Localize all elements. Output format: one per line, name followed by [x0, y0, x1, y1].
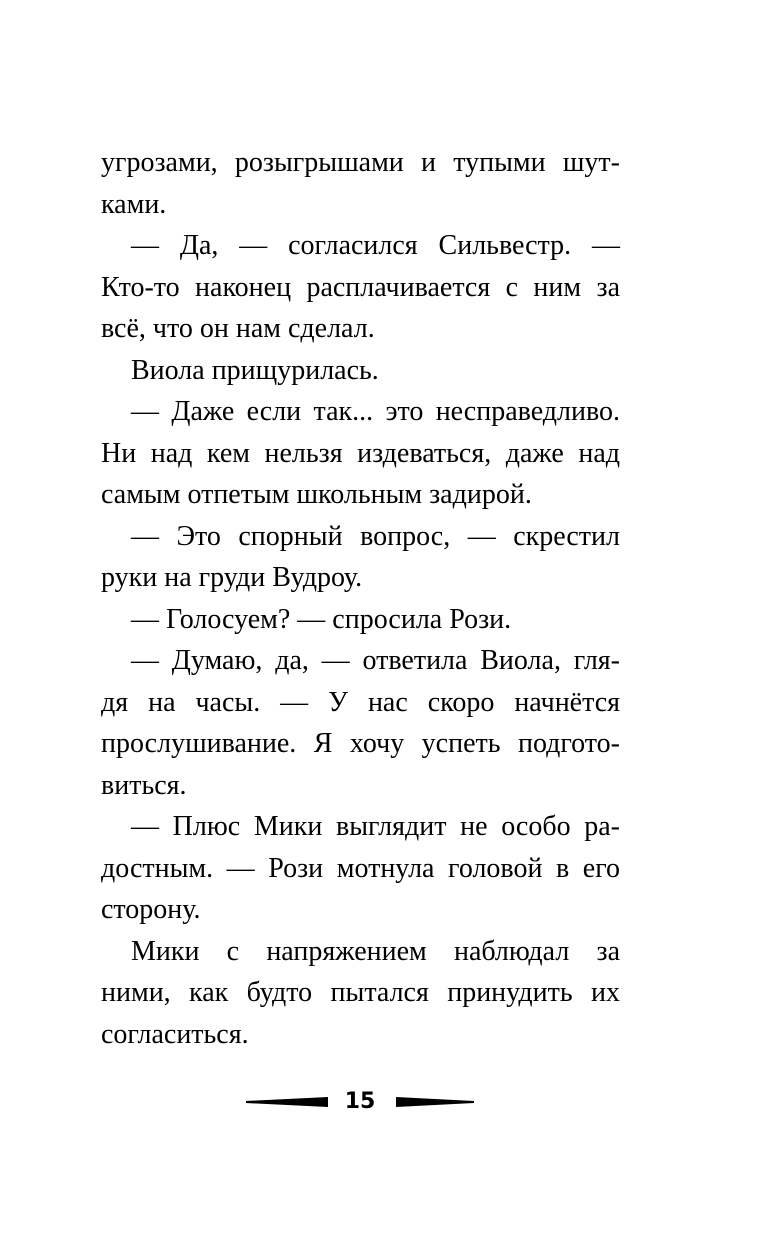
text-line: — Да, — согласился Сильвестр. —	[131, 230, 620, 261]
text-line: достным. — Рози мотнула головой в его	[101, 852, 620, 884]
text-line: прослушивание. Я хочу успеть подгото-	[101, 728, 620, 759]
page-footer	[0, 1086, 768, 1118]
text-line: виться.	[101, 769, 187, 801]
body-text	[101, 142, 620, 1055]
text-line: руки на груди Вудроу.	[101, 562, 363, 593]
text-line: дя на часы. — У нас скоро начнётся	[101, 686, 620, 718]
text-line: всё, что он нам сделал.	[101, 313, 375, 344]
text-line: Кто-то наконец расплачивается с ним за	[101, 271, 620, 303]
text-line: самым отпетым школьным задирой.	[101, 479, 532, 510]
text-line: — Это спорный вопрос, — скрестил	[131, 520, 620, 552]
text-line: сторону.	[101, 894, 201, 925]
right-wedge-rule-icon	[396, 1086, 474, 1118]
text-line: согласиться.	[101, 1018, 249, 1050]
page-number: 15	[344, 1089, 376, 1114]
text-line: — Плюс Мики выглядит не особо ра-	[131, 811, 620, 842]
text-line: ними, как будто пытался принудить их	[101, 977, 620, 1008]
left-wedge-rule-icon	[246, 1086, 328, 1118]
text-line: угрозами, розыгрышами и тупыми шут-	[101, 147, 620, 178]
text-line: Виола прищурилась.	[131, 354, 379, 386]
text-line: — Думаю, да, — ответила Виола, гля-	[131, 645, 620, 676]
text-line: — Даже если так... это несправедливо.	[131, 396, 620, 427]
text-line: — Голосуем? — спросила Рози.	[131, 603, 512, 635]
text-line: ками.	[101, 188, 167, 220]
text-line: Мики с напряжением наблюдал за	[131, 935, 620, 967]
text-line: Ни над кем нельзя издеваться, даже над	[101, 437, 620, 469]
